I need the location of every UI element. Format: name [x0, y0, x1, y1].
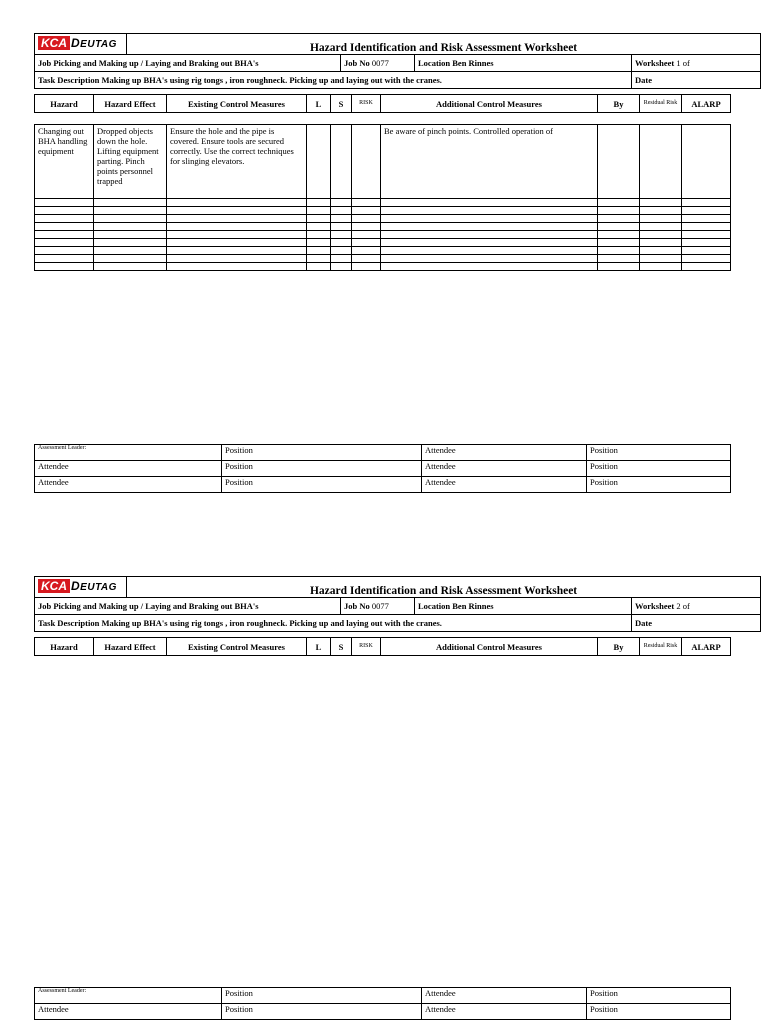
- worksheet-number: Worksheet 2 of: [632, 598, 761, 615]
- date-field: Date: [632, 615, 761, 632]
- col-hazard: Hazard: [35, 638, 94, 656]
- position-label: Position: [587, 1004, 731, 1020]
- hazard-effect-cell: Dropped objects down the hole. Lifting equipment parting. Pinch points personnel trapped: [94, 125, 167, 199]
- worksheet-1-header: [34, 33, 761, 89]
- assessment-leader-label: Assessment Leader:: [35, 988, 222, 1004]
- worksheet-1-body: [34, 124, 731, 271]
- worksheet-1-column-headers: [34, 94, 731, 113]
- attendee-label: Attendee: [422, 1004, 587, 1020]
- company-logo: KCA DEUTAG: [35, 34, 127, 55]
- col-alarp: ALARP: [682, 95, 731, 113]
- col-existing-controls: Existing Control Measures: [167, 638, 307, 656]
- col-alarp: ALARP: [682, 638, 731, 656]
- worksheet-title: Hazard Identification and Risk Assessment Worksheet: [127, 577, 761, 598]
- col-hazard: Hazard: [35, 95, 94, 113]
- col-risk: RISK: [352, 638, 381, 656]
- position-label: Position: [222, 1004, 422, 1020]
- position-label: Position: [587, 988, 731, 1004]
- col-residual-risk: Residual Risk: [640, 638, 682, 656]
- attendee-label: Attendee: [35, 1004, 222, 1020]
- col-s: S: [331, 638, 352, 656]
- col-residual-risk: Residual Risk: [640, 95, 682, 113]
- table-row: [35, 239, 731, 247]
- attendee-label: Attendee: [35, 461, 222, 477]
- job-number: Job No 0077: [341, 55, 415, 72]
- date-field: Date: [632, 72, 761, 89]
- table-row: [35, 199, 731, 207]
- table-row: [35, 231, 731, 239]
- location: Location Ben Rinnes: [415, 55, 632, 72]
- worksheet-title: Hazard Identification and Risk Assessment Worksheet: [127, 34, 761, 55]
- table-row: [35, 223, 731, 231]
- attendee-label: Attendee: [422, 988, 587, 1004]
- col-l: L: [307, 95, 331, 113]
- position-label: Position: [587, 445, 731, 461]
- position-label: Position: [587, 477, 731, 493]
- table-row: [35, 207, 731, 215]
- task-description: Task Description Making up BHA's using rig tongs , iron roughneck. Picking up and laying out with the cranes.: [35, 72, 632, 89]
- table-row: [35, 255, 731, 263]
- col-hazard-effect: Hazard Effect: [94, 95, 167, 113]
- worksheet-2-header: [34, 576, 761, 632]
- worksheet-2-signoff: [34, 987, 731, 1020]
- col-risk: RISK: [352, 95, 381, 113]
- table-row: [35, 263, 731, 271]
- assessment-leader-label: Assessment Leader:: [35, 445, 222, 461]
- job-description: Job Picking and Making up / Laying and Braking out BHA's: [35, 55, 341, 72]
- table-row: [35, 125, 731, 199]
- job-description: Job Picking and Making up / Laying and Braking out BHA's: [35, 598, 341, 615]
- position-label: Position: [587, 461, 731, 477]
- hazard-cell: Changing out BHA handling equipment: [35, 125, 94, 199]
- worksheet-1-signoff: [34, 444, 731, 493]
- attendee-label: Attendee: [422, 461, 587, 477]
- table-row: [35, 215, 731, 223]
- col-s: S: [331, 95, 352, 113]
- col-hazard-effect: Hazard Effect: [94, 638, 167, 656]
- col-existing-controls: Existing Control Measures: [167, 95, 307, 113]
- attendee-label: Attendee: [35, 477, 222, 493]
- col-by: By: [598, 638, 640, 656]
- position-label: Position: [222, 988, 422, 1004]
- col-additional-controls: Additional Control Measures: [381, 95, 598, 113]
- col-additional-controls: Additional Control Measures: [381, 638, 598, 656]
- worksheet-2-column-headers: [34, 637, 731, 656]
- position-label: Position: [222, 445, 422, 461]
- position-label: Position: [222, 461, 422, 477]
- company-logo: KCA DEUTAG: [35, 577, 127, 598]
- col-by: By: [598, 95, 640, 113]
- location: Location Ben Rinnes: [415, 598, 632, 615]
- col-l: L: [307, 638, 331, 656]
- attendee-label: Attendee: [422, 445, 587, 461]
- job-number: Job No 0077: [341, 598, 415, 615]
- additional-controls-cell: Be aware of pinch points. Controlled operation of: [381, 125, 598, 199]
- table-row: [35, 247, 731, 255]
- task-description: Task Description Making up BHA's using rig tongs , iron roughneck. Picking up and laying out with the cranes.: [35, 615, 632, 632]
- position-label: Position: [222, 477, 422, 493]
- worksheet-number: Worksheet 1 of: [632, 55, 761, 72]
- existing-controls-cell: Ensure the hole and the pipe is covered. Ensure tools are secured correctly. Use the correct techniques for slinging elevators.: [167, 125, 307, 199]
- attendee-label: Attendee: [422, 477, 587, 493]
